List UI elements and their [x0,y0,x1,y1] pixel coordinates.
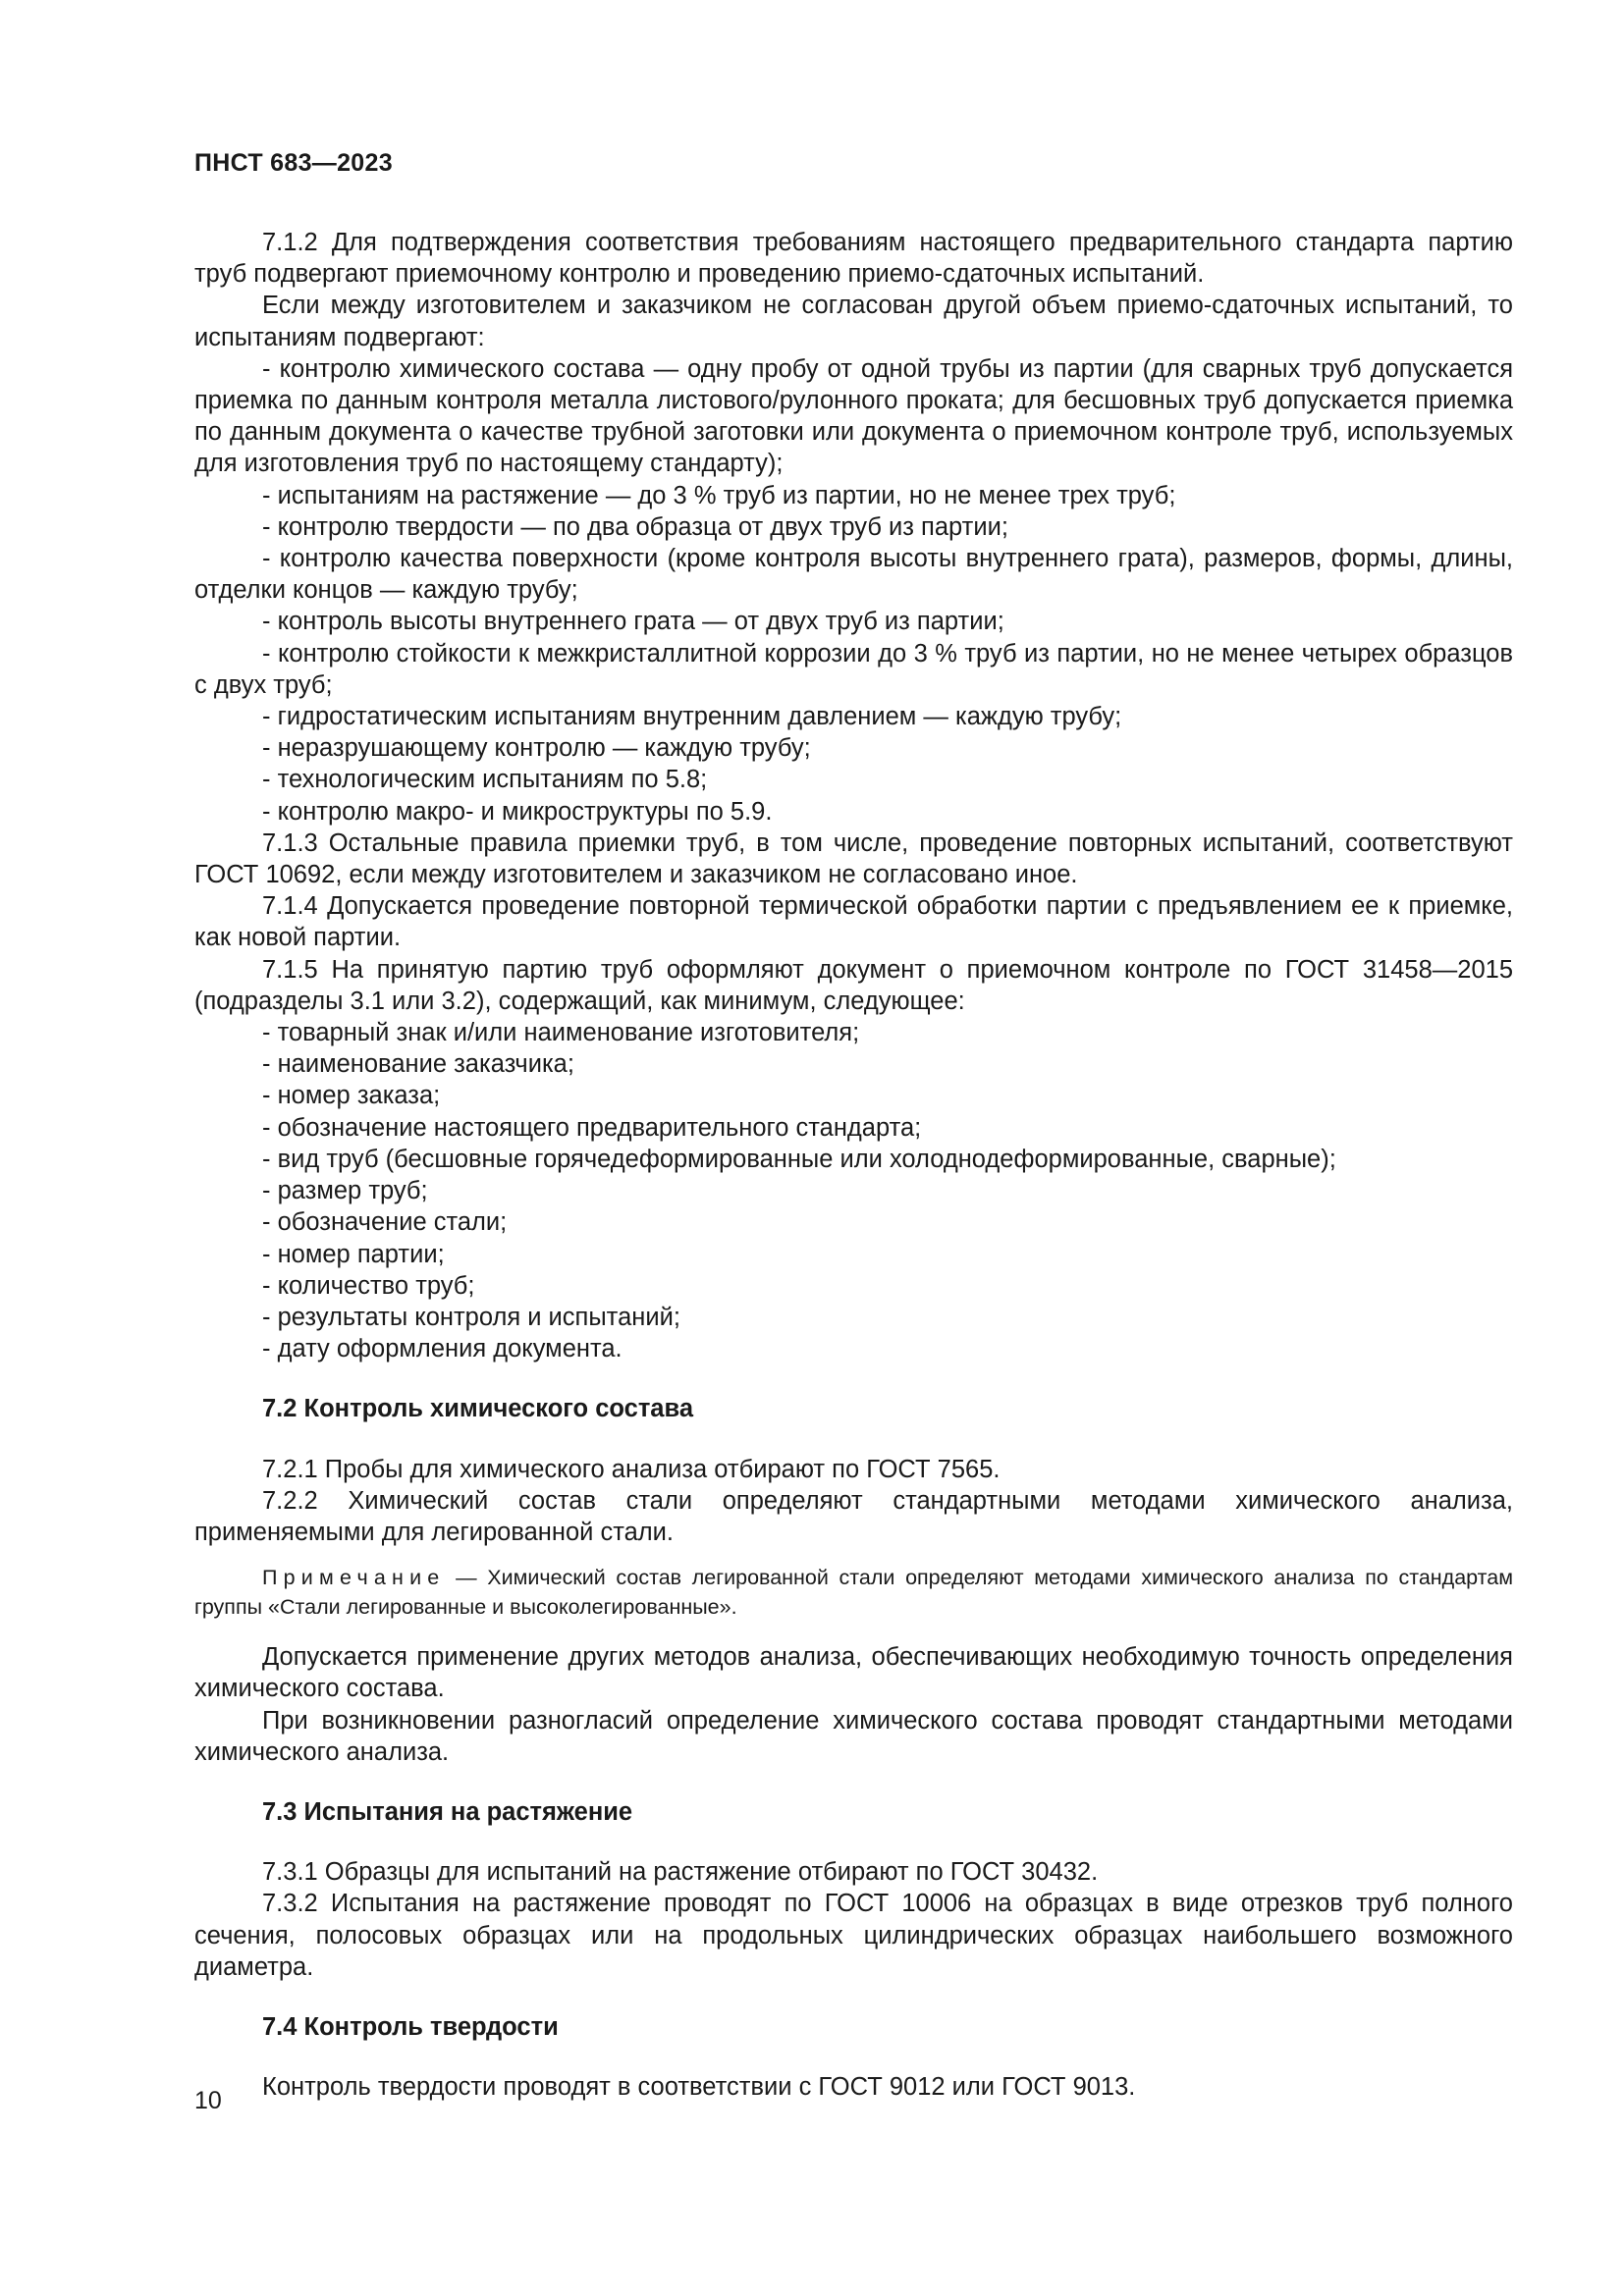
paragraph-7-2-1: 7.2.1 Пробы для химического анализа отбирают по ГОСТ 7565. [262,1455,1001,1483]
paragraph-7-1-3: 7.1.3 Остальные правила приемки труб, в том числе, проведение повторных испытаний, соответствуют ГОСТ 10692, если между изготовителем и заказчиком не согласовано иное. [194,828,1513,889]
document-body [194,227,1513,2103]
list-item: - обозначение настоящего предварительного стандарта; [262,1113,922,1142]
list-item: - товарный знак и/или наименование изготовителя; [262,1019,860,1047]
paragraph-7-3-2: 7.3.2 Испытания на растяжение проводят по ГОСТ 10006 на образцах в виде отрезков труб полного сечения, полосовых образцах или на продольных цилиндрических образцах наибольшего возможного диаметра. [194,1890,1513,1981]
heading-7-3: 7.3 Испытания на растяжение [262,1797,633,1826]
list-item: - контролю качества поверхности (кроме контроля высоты внутреннего грата), размеров, формы, длины, отделки концов — каждую трубу; [194,545,1513,605]
paragraph-7-2-2: 7.2.2 Химический состав стали определяют стандартными методами химического анализа, применяемыми для легированной стали. [194,1486,1513,1546]
list-item: - результаты контроля и испытаний; [262,1303,680,1331]
note-body: — Химический состав легированной стали определяют методами химического анализа по стандартам группы «Стали легированные и высоколегированные». [194,1566,1513,1620]
paragraph-7-4: Контроль твердости проводят в соответствии с ГОСТ 9012 или ГОСТ 9013. [262,2073,1136,2102]
heading-7-4: 7.4 Контроль твердости [262,2012,559,2041]
paragraph-7-1-2: 7.1.2 Для подтверждения соответствия требованиям настоящего предварительного стандарта партию труб подвергают приемочному контролю и проведению приемо-сдаточных испытаний. [194,229,1513,289]
list-item: - контролю твердости — по два образца от двух труб из партии; [262,512,1008,541]
list-item: - номер партии; [262,1240,445,1268]
list-item: - контролю макро- и микроструктуры по 5.9. [262,797,773,826]
list-item: - наименование заказчика; [262,1050,574,1079]
page-number: 10 [194,2087,222,2114]
paragraph-7-1-2-scope: Если между изготовителем и заказчиком не согласован другой объем приемо-сдаточных испытаний, то испытаниям подвергают: [194,292,1513,351]
paragraph-7-2-other-methods: Допускается применение других методов анализа, обеспечивающих необходимую точность определения химического состава. [194,1643,1513,1703]
paragraph-7-1-4: 7.1.4 Допускается проведение повторной термической обработки партии с предъявлением ее к приемке, как новой партии. [194,892,1513,952]
note-label: Примечание [262,1566,446,1590]
paragraph-7-3-1: 7.3.1 Образцы для испытаний на растяжение отбирают по ГОСТ 30432. [262,1858,1099,1887]
list-item: - контролю химического состава — одну пробу от одной трубы из партии (для сварных труб допускается приемка по данным контроля металла листового/рулонного проката; для бесшовных труб допускается приемка по данным документа о качестве трубной заготовки или документа о приемочном контроле труб, используемых для изготовления труб по настоящему стандарту); [194,354,1513,478]
list-item: - обозначение стали; [262,1208,508,1237]
heading-7-2: 7.2 Контроль химического состава [262,1395,694,1423]
list-item: - неразрушающему контролю — каждую трубу; [262,734,811,763]
paragraph-7-1-5: 7.1.5 На принятую партию труб оформляют документ о приемочном контроле по ГОСТ 31458—2015 (подразделы 3.1 или 3.2), содержащий, как минимум, следующее: [194,955,1513,1015]
list-item: - гидростатическим испытаниям внутренним давлением — каждую трубу; [262,703,1122,731]
list-item: - количество труб; [262,1271,475,1300]
paragraph-7-2-disagreement: При возникновении разногласий определение химического состава проводят стандартными методами химического анализа. [194,1706,1513,1766]
list-item: - испытаниям на растяжение — до 3 % труб из партии, но не менее трех труб; [262,481,1176,509]
list-item: - размер труб; [262,1177,428,1205]
list-item: - технологическим испытаниям по 5.8; [262,766,708,794]
note-text [194,1563,1513,1622]
list-item: - дату оформления документа. [262,1335,623,1363]
list-item: - контролю стойкости к межкристаллитной коррозии до 3 % труб из партии, но не менее четырех образцов с двух труб; [194,639,1513,699]
note [194,1563,1513,1622]
list-item: - вид труб (бесшовные горячедеформированные или холоднодеформированные, сварные); [262,1145,1336,1173]
list-item: - контроль высоты внутреннего грата — от двух труб из партии; [262,608,1004,636]
list-item: - номер заказа; [262,1082,441,1110]
page-header-doc-code: ПНСТ 683—2023 [194,149,393,177]
